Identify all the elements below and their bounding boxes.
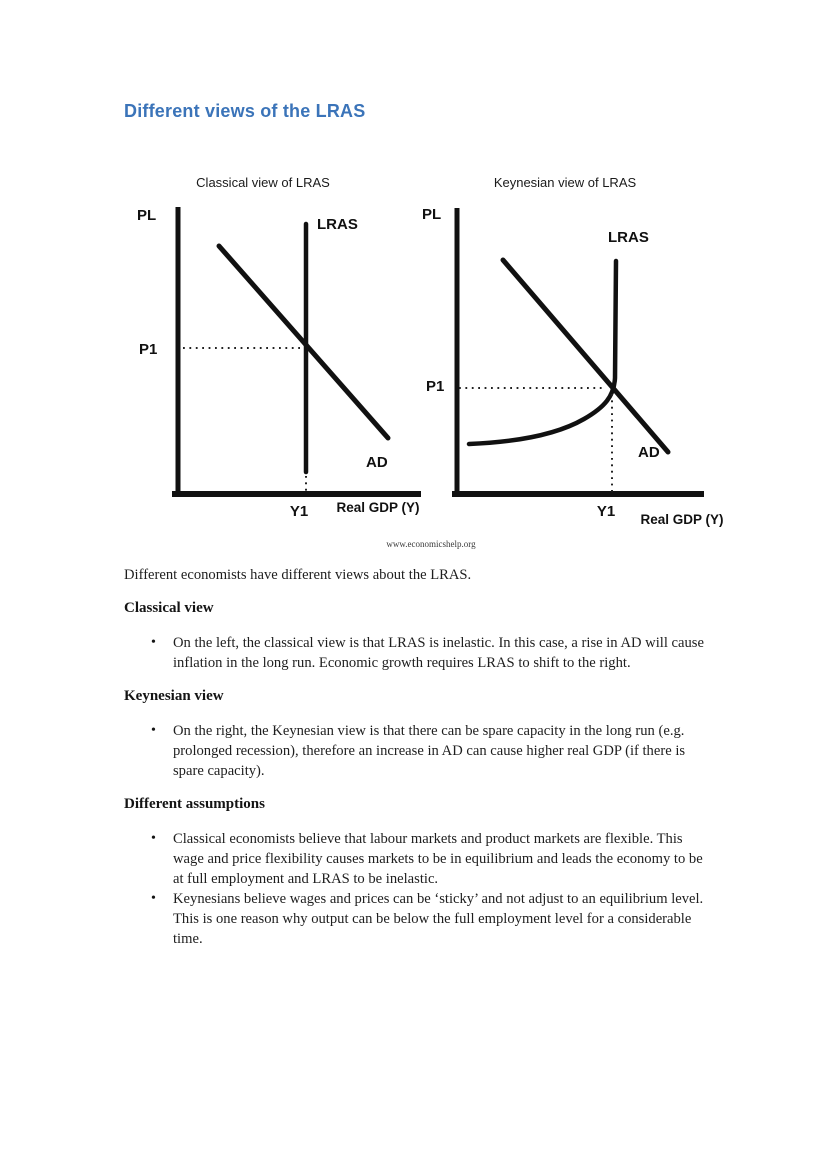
classical-y1-label: Y1	[289, 503, 309, 520]
bullet-icon: •	[151, 831, 156, 846]
intro-paragraph: Different economists have different views about the LRAS.	[124, 567, 472, 583]
figure-source-watermark: www.economicshelp.org	[386, 539, 476, 549]
keynesian-ad-label: AD	[638, 444, 660, 461]
lras-diagrams-figure	[0, 0, 828, 560]
bullet-icon: •	[151, 723, 156, 738]
classical-diagram-title: Classical view of LRAS	[196, 175, 330, 190]
bullet-text: Classical economists believe that labour markets and product markets are flexible. This wage and price flexibility causes markets to be in equilibrium and leads the economy to be at full employment and LRAS to be inelastic.	[173, 831, 703, 887]
section-heading-keynesian-view: Keynesian view	[124, 688, 224, 704]
bullet-text: On the left, the classical view is that LRAS is inelastic. In this case, a rise in AD will cause inflation in the long run. Economic growth requires LRAS to shift to the right.	[173, 635, 704, 671]
section-heading-classical-view: Classical view	[124, 600, 214, 616]
classical-diagram	[137, 175, 421, 520]
keynesian-x-axis-label: Real GDP (Y)	[640, 512, 724, 527]
keynesian-p1-label: P1	[426, 378, 445, 395]
keynesian-diagram	[422, 175, 724, 527]
list-item	[124, 633, 709, 673]
keynesian-lras-curve	[469, 261, 616, 444]
list-item	[124, 829, 709, 889]
document-body	[124, 565, 709, 962]
page-title: Different views of the LRAS	[124, 101, 366, 121]
bullet-text: Keynesians believe wages and prices can be ‘sticky’ and not adjust to an equilibrium level. This is one reason why output can be below the full employment level for a considerable time.	[173, 891, 704, 947]
different-assumptions-bullet-list	[124, 829, 709, 949]
classical-lras-label: LRAS	[317, 216, 358, 233]
classical-view-bullet-list	[124, 633, 709, 673]
bullet-text: On the right, the Keynesian view is that there can be spare capacity in the long run (e.g. prolonged recession), therefore an increase in AD can cause higher real GDP (if there is spare capacity).	[173, 723, 686, 779]
section-heading-different-assumptions: Different assumptions	[124, 796, 265, 812]
keynesian-lras-label: LRAS	[608, 229, 649, 246]
list-item	[124, 721, 709, 781]
keynesian-diagram-title: Keynesian view of LRAS	[493, 175, 637, 190]
classical-p1-label: P1	[139, 341, 158, 358]
classical-x-axis-label: Real GDP (Y)	[336, 500, 420, 515]
list-item	[124, 889, 709, 949]
bullet-icon: •	[151, 635, 156, 650]
bullet-icon: •	[151, 891, 156, 906]
keynesian-y-axis-label: PL	[422, 206, 442, 223]
classical-ad-curve	[219, 246, 388, 438]
classical-y-axis-label: PL	[137, 207, 157, 224]
keynesian-ad-curve	[503, 260, 668, 452]
classical-ad-label: AD	[366, 454, 388, 471]
keynesian-view-bullet-list	[124, 721, 709, 781]
keynesian-y1-label: Y1	[596, 503, 616, 520]
